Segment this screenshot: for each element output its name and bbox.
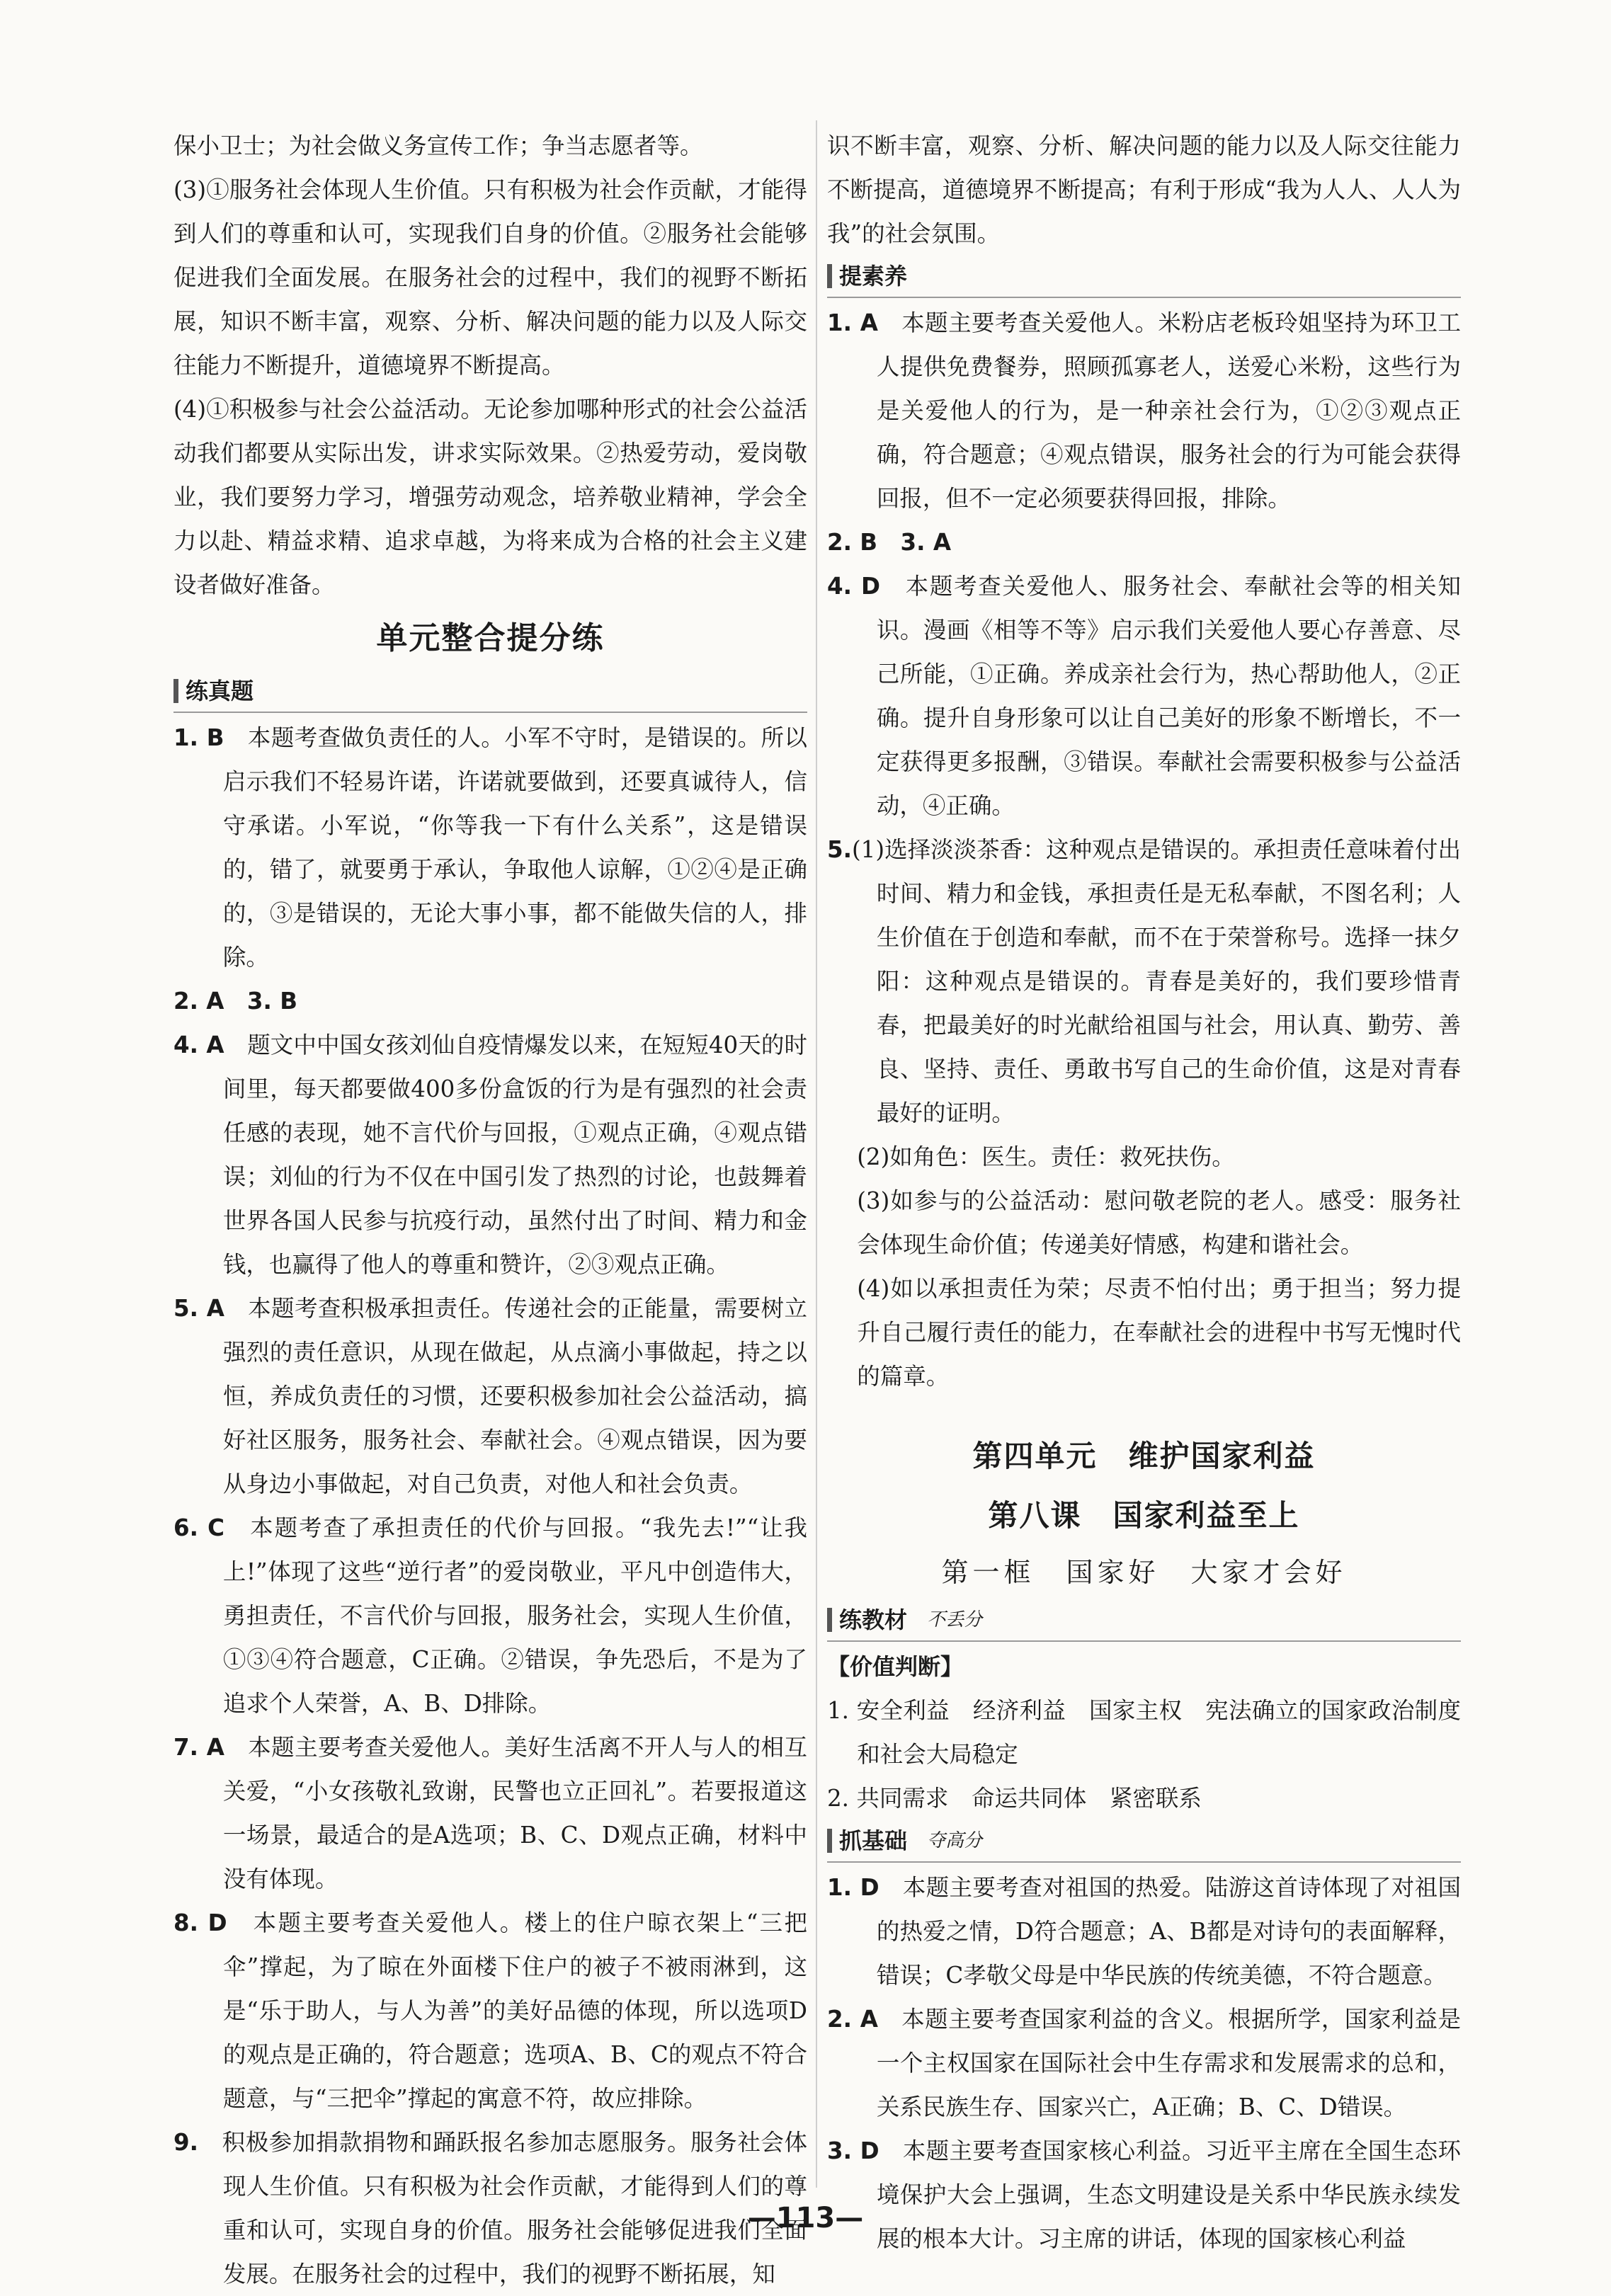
answer-item: 6. C 本题考查了承担责任的代价与回报。“我先去!”“让我上!”体现了这些“逆行者”的爱岗敬业，平凡中创造伟大，勇担责任，不言代价与回报，服务社会，实现人生价值，①③④符合题意，C正确。②错误，争先恐后，不是为了追求个人荣誉，A、B、D排除。 <box>173 1514 807 1717</box>
sub-answer: (4)如以承担责任为荣；尽责不怕付出；勇于担当；努力提升自己履行责任的能力，在奉献社会的进程中书写无愧时代的篇章。 <box>857 1275 1461 1390</box>
answer-item: 4. D 本题考查关爱他人、服务社会、奉献社会等的相关知识。漫画《相等不等》启示我们关爱他人要心存善意、尽己所能，①正确。养成亲社会行为，热心帮助他人，②正确。提升自身形象可以让自己美好的形象不断增长，不一定获得更多报酬，③错误。奉献社会需要积极参与公益活动，④正确。 <box>827 573 1461 819</box>
section-marker-icon <box>827 1608 832 1632</box>
judge-label: 【价值判断】 <box>827 1653 964 1680</box>
answer-item: 8. D 本题主要考查关爱他人。楼上的住户晾衣架上“三把伞”撑起，为了晾在外面楼下住户的被子不被雨淋到，这是“乐于助人，与人为善”的美好品德的体现，所以选项D的观点是正确的，符合题意；选项A、B、C的观点不符合题意，与“三把伞”撑起的寓意不符，故应排除。 <box>173 1909 807 2112</box>
label-text: 练教材 <box>839 1606 908 1633</box>
answer-item: 1. B 本题考查做负责任的人。小军不守时，是错误的。所以启示我们不轻易许诺，许诺就要做到，还要真诚待人，信守承诺。小军说，“你等我一下有什么关系”，这是错误的，错了，就要勇于承认，争取他人谅解，①②④是正确的，③是错误的，无论大事小事，都不能做失信的人，排除。 <box>173 724 807 971</box>
label-text: 练真题 <box>186 678 254 704</box>
page-number: —113— <box>747 2202 864 2234</box>
frame-title: 第一框 国家好 大家才会好 <box>941 1557 1347 1588</box>
section-marker-icon <box>827 264 832 288</box>
left-column <box>173 124 807 2296</box>
label-lianzhenti <box>173 670 807 713</box>
label-text: 提素养 <box>839 263 908 290</box>
answer-item: 7. A 本题主要考查关爱他人。美好生活离不开人与人的相互关爱，“小女孩敬礼致谢，民警也立正回礼”。若要报道这一场景，最适合的是A选项；B、C、D观点正确，材料中没有体现。 <box>173 1734 807 1892</box>
answer-item: 1. A 本题主要考查关爱他人。米粉店老板玲姐坚持为环卫工人提供免费餐券，照顾孤寡老人，送爱心米粉，这些行为是关爱他人的行为，是一种亲社会行为，①②③观点正确，符合题意；④观点错误，服务社会的行为可能会获得回报，但不一定必须要获得回报，排除。 <box>827 309 1461 512</box>
answer-item: 2. B 3. A <box>827 529 951 556</box>
column-divider <box>816 120 817 2188</box>
label-lianjiaocai <box>827 1599 1461 1642</box>
sub-answer: (3)如参与的公益活动：慰问敬老院的老人。感受：服务社会体现生命价值；传递美好情感，构建和谐社会。 <box>857 1187 1461 1258</box>
label-text: 抓基础 <box>839 1827 908 1854</box>
answer-item: 5.(1)选择淡淡茶香：这种观点是错误的。承担责任意味着付出时间、精力和金钱，承担责任是无私奉献，不图名利；人生价值在于创造和奉献，而不在于荣誉称号。选择一抹夕阳：这种观点是错误的。青春是美好的，我们要珍惜青春，把最美好的时光献给祖国与社会，用认真、勤劳、善良、坚持、责任、勇敢书写自己的生命价值，这是对青春最好的证明。 <box>827 836 1461 1126</box>
right-intro: 识不断丰富，观察、分析、解决问题的能力以及人际交往能力不断提高，道德境界不断提高；有利于形成“我为人人、人人为我”的社会氛围。 <box>827 132 1461 247</box>
section-title: 单元整合提分练 <box>376 620 605 656</box>
section-marker-icon <box>827 1829 832 1853</box>
label-subtext: 不丢分 <box>927 1609 983 1630</box>
label-subtext: 夺高分 <box>927 1830 983 1851</box>
lesson-title: 第八课 国家利益至上 <box>988 1498 1300 1533</box>
answer-item: 9. 积极参加捐款捐物和踊跃报名参加志愿服务。服务社会体现人生价值。只有积极为社会作贡献，才能得到人们的尊重和认可，实现自身的价值。服务社会能够促进我们全面发展。在服务社会的过程中，我们的视野不断拓展，知 <box>173 2129 807 2288</box>
answer-item: 4. A 题文中中国女孩刘仙自疫情爆发以来，在短短40天的时间里，每天都要做400多份盒饭的行为是有强烈的社会责任感的表现，她不言代价与回报，①观点正确，④观点错误；刘仙的行为不仅在中国引发了热烈的讨论，也鼓舞着世界各国人民参与抗疫行动，虽然付出了时间、精力和金钱，也赢得了他人的尊重和赞许，②③观点正确。 <box>173 1032 807 1278</box>
section-marker-icon <box>173 679 178 703</box>
left-intro-para-4: (4)①积极参与社会公益活动。无论参加哪种形式的社会公益活动我们都要从实际出发，讲求实际效果。②热爱劳动，爱岗敬业，我们要努力学习，增强劳动观念，培养敬业精神，学会全力以赴、精益求精、追求卓越，为将来成为合格的社会主义建设者做好准备。 <box>173 396 807 598</box>
answer-item: 1. D 本题主要考查对祖国的热爱。陆游这首诗体现了对祖国的热爱之情，D符合题意；A、B都是对诗句的表面解释，错误；C孝敬父母是中华民族的传统美德，不符合题意。 <box>827 1874 1461 1989</box>
left-intro-line-1: 保小卫士；为社会做义务宣传工作；争当志愿者等。 <box>173 132 703 159</box>
answer-item: 3. D 本题主要考查国家核心利益。习近平主席在全国生态环境保护大会上强调，生态文明建设是关系中华民族永续发展的根本大计。习主席的讲话，体现的国家核心利益 <box>827 2137 1461 2252</box>
judge-item: 2. 共同需求 命运共同体 紧密联系 <box>827 1785 1202 1812</box>
label-tisuyang <box>827 256 1461 298</box>
unit-title: 第四单元 维护国家利益 <box>972 1439 1316 1473</box>
answer-item: 2. A 3. B <box>173 988 297 1015</box>
answer-item: 5. A 本题考查积极承担责任。传递社会的正能量，需要树立强烈的责任意识，从现在做起，从点滴小事做起，持之以恒，养成负责任的习惯，还要积极参加社会公益活动，搞好社区服务，服务社会、奉献社会。④观点错误，因为要从身边小事做起，对自己负责，对他人和社会负责。 <box>173 1295 807 1497</box>
label-zhuajichu <box>827 1820 1461 1863</box>
left-intro-para-3: (3)①服务社会体现人生价值。只有积极为社会作贡献，才能得到人们的尊重和认可，实现我们自身的价值。②服务社会能够促进我们全面发展。在服务社会的过程中，我们的视野不断拓展，知识不断丰富，观察、分析、解决问题的能力以及人际交往能力不断提升，道德境界不断提高。 <box>173 176 807 379</box>
sub-answer: (2)如角色：医生。责任：救死扶伤。 <box>857 1143 1235 1170</box>
judge-item: 1. 安全利益 经济利益 国家主权 宪法确立的国家政治制度和社会大局稳定 <box>827 1697 1461 1768</box>
answer-item: 2. A 本题主要考查国家利益的含义。根据所学，国家利益是一个主权国家在国际社会中生存需求和发展需求的总和，关系民族生存、国家兴亡，A正确；B、C、D错误。 <box>827 2006 1461 2120</box>
right-column <box>827 124 1461 2261</box>
